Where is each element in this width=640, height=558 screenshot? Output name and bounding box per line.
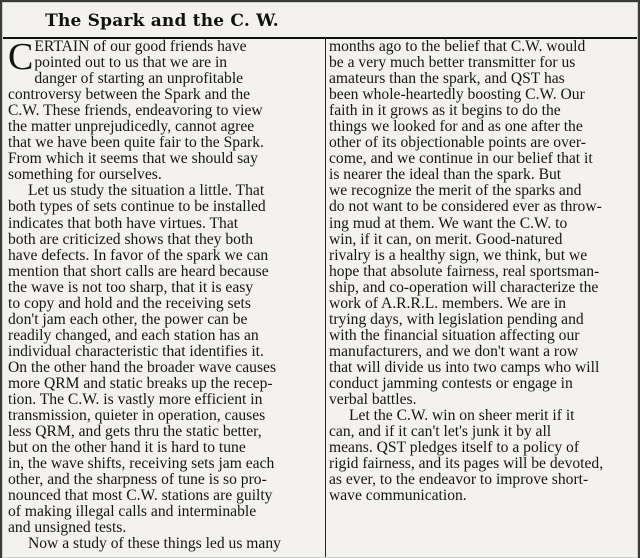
column-divider bbox=[325, 37, 326, 557]
text-line: From which it seems that we should say bbox=[8, 150, 258, 168]
text-line: C.W. These friends, endeavoring to view bbox=[8, 102, 263, 120]
text-line: trying days, with legislation pending and bbox=[329, 310, 584, 328]
text-line: that we have been quite fair to the Spark. bbox=[8, 134, 264, 152]
text-line: nounced that most C.W. stations are guilty bbox=[8, 487, 273, 505]
text-line: other, and the sharpness of tune is so pro- bbox=[8, 471, 267, 489]
left-column bbox=[8, 36, 321, 553]
text-line: been whole-heartedly boosting C.W. Our bbox=[329, 86, 585, 104]
text-line: more QRM and static breaks up the recep- bbox=[8, 374, 273, 392]
text-line: have defects. In favor of the spark we can bbox=[8, 246, 269, 264]
text-line: wave communication. bbox=[329, 487, 467, 505]
text-line: controversy between the Spark and the bbox=[8, 86, 251, 104]
text-line: readily changed, and each station has an bbox=[8, 326, 259, 344]
text-line: hope that absolute fairness, real sportsman- bbox=[329, 262, 600, 280]
drop-cap: C bbox=[8, 36, 34, 78]
text-line: that will divide us into two camps who will bbox=[329, 358, 600, 376]
article-title: The Spark and the C. W. bbox=[45, 11, 279, 31]
text-line: as ever, to the endeavor to improve short- bbox=[329, 471, 589, 489]
text-line: amateurs than the spark, and QST has bbox=[329, 70, 565, 88]
text-line: of making illegal calls and interminable bbox=[8, 503, 257, 521]
text-line: things we looked for and as one after the bbox=[329, 118, 583, 136]
text-line: indicates that both have virtues. That bbox=[8, 214, 239, 232]
text-line: both are criticized shows that they both bbox=[8, 230, 254, 248]
text-line: tion. The C.W. is vastly more efficient in bbox=[8, 391, 263, 409]
right-column bbox=[329, 39, 631, 504]
text-line: and unsigned tests. bbox=[8, 519, 127, 537]
text-line: Now a study of these things led us many bbox=[28, 535, 281, 553]
text-line: pointed out to us that we are in bbox=[34, 54, 228, 72]
text-line: can, and if it can't let's junk it by all bbox=[329, 423, 552, 441]
text-line: danger of starting an unprofitable bbox=[34, 70, 244, 88]
text-line: ship, and co-operation will characterize the bbox=[329, 278, 599, 296]
text-line: but on the other hand it is hard to tune bbox=[8, 439, 246, 457]
newspaper-clipping bbox=[2, 2, 638, 558]
text-line: manufacturers, and we don't want a row bbox=[329, 342, 579, 360]
text-line: individual characteristic that identifies it. bbox=[8, 342, 264, 360]
text-line: ing mud at them. We want the C.W. to bbox=[329, 214, 568, 232]
text-line: months ago to the belief that C.W. would bbox=[329, 38, 586, 55]
text-line: transmission, quieter in operation, causes bbox=[8, 407, 266, 425]
text-line: Let the C.W. win on sheer merit if it bbox=[349, 407, 575, 425]
text-line: to copy and hold and the receiving sets bbox=[8, 294, 251, 312]
text-line: less QRM, and gets thru the static better, bbox=[8, 423, 262, 441]
text-line: is nearer the ideal than the spark. But bbox=[329, 166, 562, 184]
text-line: don't jam each other, the power can be bbox=[8, 310, 248, 328]
text-line: win, if it can, on merit. Good-natured bbox=[329, 230, 563, 248]
text-line: in, the wave shifts, receiving sets jam each bbox=[8, 455, 275, 473]
text-line: rivalry is a healthy sign, we think, but we bbox=[329, 246, 588, 264]
text-line: Let us study the situation a little. That bbox=[28, 182, 265, 200]
text-line: the wave is not too sharp, that it is easy bbox=[8, 278, 254, 296]
text-line: come, and we continue in our belief that it bbox=[329, 150, 593, 168]
text-line: with the financial situation affecting our bbox=[329, 326, 580, 344]
text-line: ERTAIN of our good friends have bbox=[34, 38, 247, 55]
text-line: we recognize the merit of the sparks and bbox=[329, 182, 582, 200]
text-line: means. QST pledges itself to a policy of bbox=[329, 439, 580, 457]
text-line: mention that short calls are heard because bbox=[8, 262, 269, 280]
text-line: On the other hand the broader wave causes bbox=[8, 358, 277, 376]
text-line: faith in it grows as it begins to do the bbox=[329, 102, 561, 120]
text-line: other of its objectionable points are over- bbox=[329, 134, 586, 152]
text-line: verbal battles. bbox=[329, 391, 417, 409]
text-line: do not want to be considered ever as throw- bbox=[329, 198, 602, 216]
text-line: rigid fairness, and its pages will be devoted, bbox=[329, 455, 604, 473]
text-line: both types of sets continue to be installed bbox=[8, 198, 266, 216]
text-line: be a very much better transmitter for us bbox=[329, 54, 576, 72]
text-line: the matter unprejudicedly, cannot agree bbox=[8, 118, 255, 136]
text-line: something for ourselves. bbox=[8, 166, 162, 184]
text-line: conduct jamming contests or engage in bbox=[329, 374, 573, 392]
text-line: work of A.R.R.L. members. We are in bbox=[329, 294, 567, 312]
